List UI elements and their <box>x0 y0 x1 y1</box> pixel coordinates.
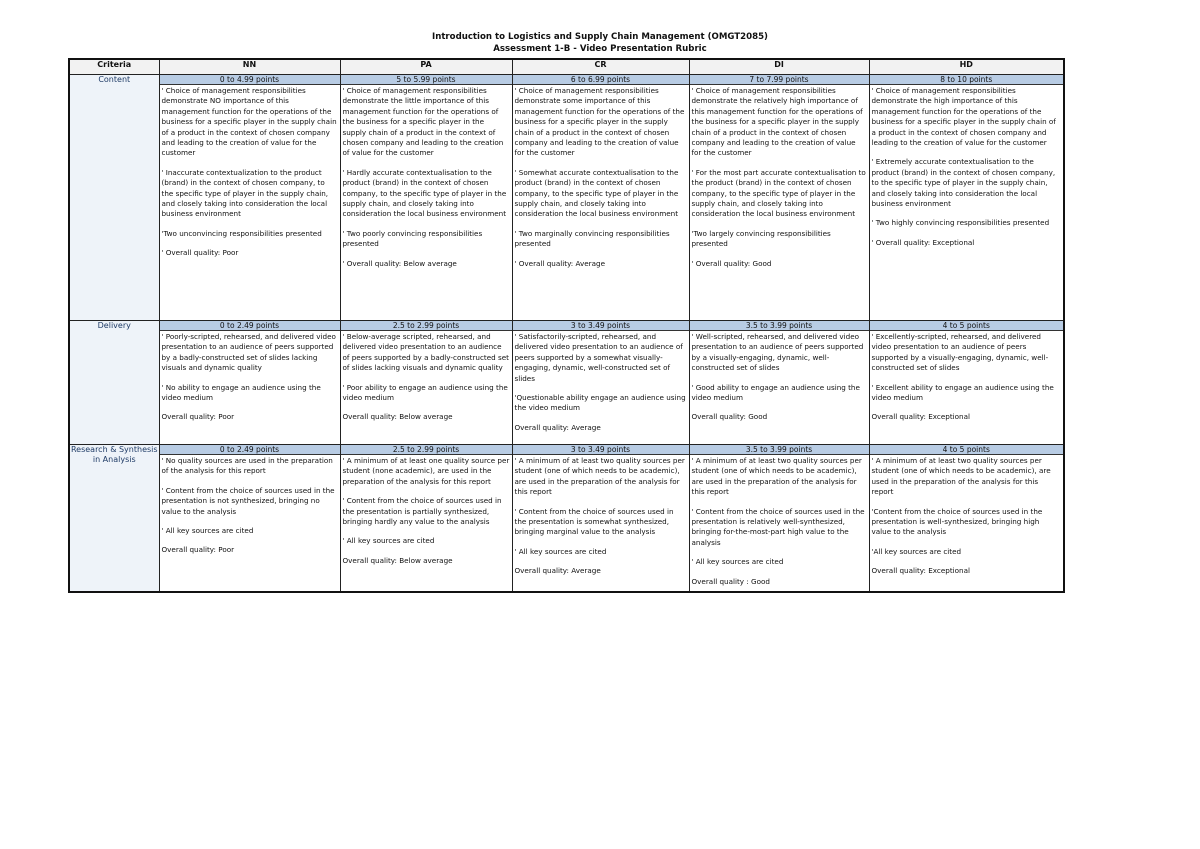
points-range: 5 to 5.99 points <box>341 75 512 85</box>
rubric-cell-pa <box>340 75 512 321</box>
descriptor-text <box>513 85 689 271</box>
descriptor-paragraph: ' A minimum of at least two quality sources per student (one of which needs to be academic), are used in the preparation of the analysis for this report <box>871 456 1051 497</box>
rubric-cell-hd <box>869 75 1064 321</box>
descriptor-paragraph: ' For the most part accurate contextualisation to the product (brand) in the context of chosen company, to the specific type of player in the supply chain, and closely taking into consideration the local business environment <box>691 167 866 219</box>
descriptor-paragraph: ' Content from the choice of sources used in the presentation is relatively well-synthesized, bringing for-the-most-part high value to the analysis <box>691 506 865 547</box>
rubric-row <box>69 75 1064 321</box>
descriptor-paragraph: ' Choice of management responsibilities demonstrate the high importance of this management function for the operations of the business for a specific player in the supply chain of a product in the context of chosen company and leading to the creation of value for the customer <box>871 86 1056 148</box>
points-range: 3.5 to 3.99 points <box>690 321 869 331</box>
grade-header-nn: NN <box>159 59 340 75</box>
rubric-cell-cr <box>512 321 689 445</box>
rubric-cell-pa <box>340 445 512 593</box>
descriptor-text <box>160 331 340 425</box>
descriptor-paragraph: ' Overall quality: Exceptional <box>871 237 975 247</box>
descriptor-paragraph: ' Extremely accurate contextualisation to the product (brand) in the context of chosen company, to the specific type of player in the supply chain, and closely taking into consideration the local business environment <box>871 157 1056 209</box>
descriptor-paragraph: ' Choice of management responsibilities demonstrate the little importance of this management function for the operations of the business for a specific player in the supply chain of a product in the context of chosen company and leading to the creation of value for the customer <box>342 86 504 158</box>
descriptor-text <box>870 455 1064 579</box>
grade-header-pa: PA <box>340 59 512 75</box>
descriptor-text <box>690 455 869 589</box>
descriptor-paragraph: Overall quality : Good <box>691 576 770 586</box>
descriptor-paragraph: ' Poor ability to engage an audience using the video medium <box>342 382 508 403</box>
descriptor-paragraph: 'Questionable ability engage an audience using the video medium <box>514 393 686 413</box>
descriptor-paragraph: 'Two largely convincing responsibilities presented <box>691 228 831 249</box>
descriptor-paragraph: Overall quality: Good <box>691 412 768 422</box>
rubric-cell-nn <box>159 75 340 321</box>
points-range: 7 to 7.99 points <box>690 75 869 85</box>
descriptor-paragraph: ' Content from the choice of sources used in the presentation is not synthesized, bringing no value to the analysis <box>161 485 335 516</box>
rubric-cell-nn <box>159 321 340 445</box>
descriptor-paragraph: ' Somewhat accurate contextualisation to the product (brand) in the context of chosen company, to the specific type of player in the supply chain, and closely taking into consideration the local business environment <box>514 167 679 219</box>
criteria-header: Criteria <box>69 59 159 75</box>
header-row <box>69 59 1064 75</box>
rubric-cell-di <box>689 321 869 445</box>
descriptor-paragraph: ' Hardly accurate contextualisation to the product (brand) in the context of chosen company, to the specific type of player in the supply chain, and closely taking into consideration the local business environment <box>342 167 507 219</box>
points-range: 0 to 2.49 points <box>160 321 340 331</box>
points-range: 8 to 10 points <box>870 75 1064 85</box>
descriptor-paragraph: ' Overall quality: Good <box>691 258 772 268</box>
descriptor-paragraph: ' All key sources are cited <box>691 557 784 567</box>
points-range: 3 to 3.49 points <box>513 321 689 331</box>
points-range: 4 to 5 points <box>870 321 1064 331</box>
criterion-label: Content <box>69 75 159 321</box>
descriptor-paragraph: ' All key sources are cited <box>514 546 607 556</box>
descriptor-paragraph: Overall quality: Poor <box>161 412 235 422</box>
descriptor-paragraph: ' No quality sources are used in the preparation of the analysis for this report <box>161 456 333 476</box>
descriptor-paragraph: Overall quality: Average <box>514 566 601 576</box>
descriptor-paragraph: ' Poorly-scripted, rehearsed, and delivered video presentation to an audience of peers supported by a badly-constructed set of slides lacking visuals and dynamic quality <box>161 332 336 373</box>
descriptor-paragraph: ' Content from the choice of sources used in the presentation is partially synthesized, bringing hardly any value to the analysis <box>342 496 502 527</box>
criterion-label: Delivery <box>69 321 159 445</box>
descriptor-text <box>160 85 340 261</box>
descriptor-paragraph: ' Good ability to engage an audience using the video medium <box>691 382 860 403</box>
descriptor-paragraph: Overall quality: Exceptional <box>871 412 971 422</box>
descriptor-text <box>341 85 512 271</box>
descriptor-paragraph: ' Overall quality: Below average <box>342 258 457 268</box>
points-range: 2.5 to 2.99 points <box>341 445 512 455</box>
descriptor-paragraph: ' Content from the choice of sources used in the presentation is somewhat synthesized, bringing marginal value to the analysis <box>514 506 674 537</box>
descriptor-paragraph: ' A minimum of at least two quality sources per student (one of which needs to be academic), are used in the preparation of the analysis for this report <box>691 456 862 497</box>
points-range: 2.5 to 2.99 points <box>341 321 512 331</box>
rubric-cell-hd <box>869 321 1064 445</box>
points-range: 0 to 4.99 points <box>160 75 340 85</box>
descriptor-paragraph: 'All key sources are cited <box>871 546 962 556</box>
criterion-label: Research & Synthesis in Analysis <box>69 445 159 593</box>
descriptor-paragraph: 'Content from the choice of sources used in the presentation is well-synthesized, bringing high value to the analysis <box>871 506 1043 537</box>
descriptor-paragraph: Overall quality: Below average <box>342 555 453 565</box>
descriptor-text <box>513 455 689 579</box>
rubric-cell-di <box>689 75 869 321</box>
rubric-cell-cr <box>512 75 689 321</box>
rubric-cell-cr <box>512 445 689 593</box>
descriptor-text <box>870 85 1064 250</box>
descriptor-text <box>870 331 1064 425</box>
descriptor-text <box>341 455 512 568</box>
descriptor-text <box>690 331 869 425</box>
descriptor-paragraph: ' Choice of management responsibilities demonstrate some importance of this management function for the operations of the business for a specific player in the supply chain of a product in the context of chosen company and leading to the creation of value for the customer <box>514 86 685 158</box>
descriptor-paragraph: ' Two highly convincing responsibilities presented <box>871 218 1050 228</box>
points-range: 3.5 to 3.99 points <box>690 445 869 455</box>
descriptor-paragraph: Overall quality: Poor <box>161 545 235 555</box>
points-range: 0 to 2.49 points <box>160 445 340 455</box>
rubric-cell-di <box>689 445 869 593</box>
descriptor-paragraph: ' No ability to engage an audience using the video medium <box>161 382 321 403</box>
descriptor-text <box>690 85 869 271</box>
descriptor-paragraph: Overall quality: Exceptional <box>871 566 971 576</box>
grade-header-cr: CR <box>512 59 689 75</box>
descriptor-paragraph: Overall quality: Average <box>514 422 601 432</box>
descriptor-paragraph: ' Choice of management responsibilities demonstrate NO importance of this management function for the operations of the business for a specific player in the supply chain of a product in the context of chosen company and leading to the creation of value for the customer <box>161 86 337 158</box>
descriptor-text <box>160 455 340 558</box>
page-subtitle: Assessment 1-B - Video Presentation Rubric <box>493 44 707 54</box>
grade-header-di: DI <box>689 59 869 75</box>
descriptor-text <box>513 331 689 435</box>
descriptor-paragraph: ' A minimum of at least two quality sources per student (one of which needs to be academic), are used in the preparation of the analysis for this report <box>514 456 685 497</box>
points-range: 4 to 5 points <box>870 445 1064 455</box>
rubric-table <box>68 58 1065 593</box>
grade-header-hd: HD <box>869 59 1064 75</box>
descriptor-paragraph: ' Choice of management responsibilities demonstrate the relatively high importance of this management function for the operations of the business for a specific player in the supply chain of a product in the context of chosen company and leading to the creation of value for the customer <box>691 86 863 158</box>
descriptor-paragraph: ' Satisfactorily-scripted, rehearsed, and delivered video presentation to an audience of peers supported by a somewhat visually-engaging, dynamic, well-constructed set of slides <box>514 332 683 383</box>
descriptor-paragraph: ' Inaccurate contextualization to the product (brand) in the context of chosen company, to the specific type of player in the supply chain, and closely taking into consideration the local business environment <box>161 167 329 219</box>
descriptor-paragraph: 'Two unconvincing responsibilities presented <box>161 228 322 238</box>
descriptor-paragraph: ' Excellently-scripted, rehearsed, and delivered video presentation to an audience of peers supported by a visually-engaging, dynamic, well-constructed set of slides <box>871 332 1049 373</box>
descriptor-paragraph: ' A minimum of at least one quality source per student (none academic), are used in the preparation of the analysis for this report <box>342 456 510 486</box>
descriptor-paragraph: Overall quality: Below average <box>342 412 453 422</box>
descriptor-text <box>341 331 512 425</box>
descriptor-paragraph: ' Two poorly convincing responsibilities presented <box>342 228 483 249</box>
rubric-row <box>69 445 1064 593</box>
descriptor-paragraph: ' Below-average scripted, rehearsed, and delivered video presentation to an audience of peers supported by a badly-constructed set of slides lacking visuals and dynamic quality <box>342 332 510 373</box>
descriptor-paragraph: ' Well-scripted, rehearsed, and delivered video presentation to an audience of peers supported by a visually-engaging, dynamic, well-constructed set of slides <box>691 332 864 373</box>
rubric-row <box>69 321 1064 445</box>
descriptor-paragraph: ' Excellent ability to engage an audience using the video medium <box>871 382 1054 403</box>
descriptor-paragraph: ' Overall quality: Poor <box>161 248 239 258</box>
descriptor-paragraph: ' All key sources are cited <box>161 526 254 536</box>
rubric-cell-nn <box>159 445 340 593</box>
points-range: 3 to 3.49 points <box>513 445 689 455</box>
descriptor-paragraph: ' Overall quality: Average <box>514 258 606 268</box>
rubric-cell-pa <box>340 321 512 445</box>
points-range: 6 to 6.99 points <box>513 75 689 85</box>
descriptor-paragraph: ' All key sources are cited <box>342 536 435 546</box>
descriptor-paragraph: ' Two marginally convincing responsibilities presented <box>514 228 670 249</box>
rubric-cell-hd <box>869 445 1064 593</box>
page-title: Introduction to Logistics and Supply Chain Management (OMGT2085) <box>432 32 768 42</box>
